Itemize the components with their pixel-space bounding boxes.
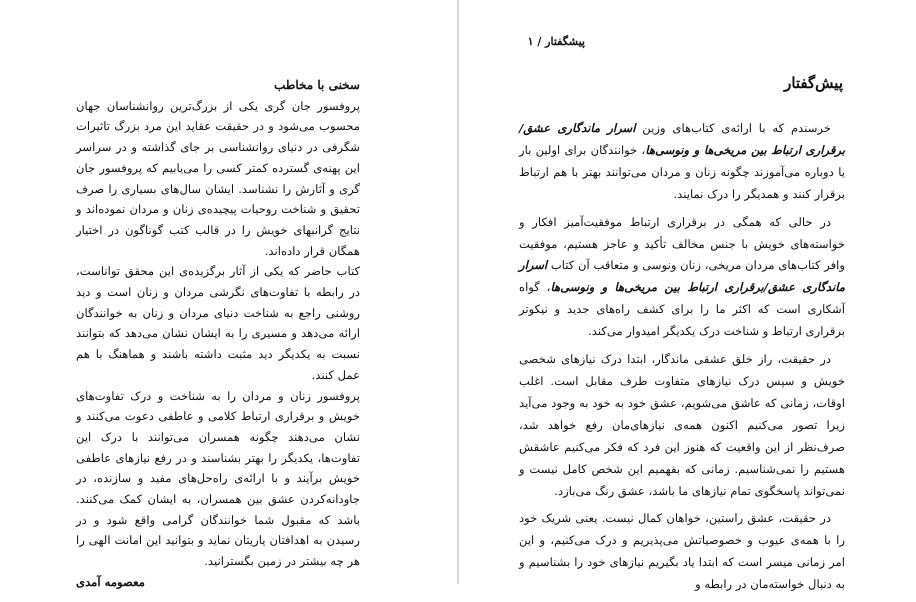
p1-text-a: خرسندم که با ارائه‌ی کتاب‌های وزین [635,121,831,135]
p2-book-title: اسرار ماندگاری عشق/برقراری ارتباط بین مریخی‌ها و ونوسی‌ها [519,258,845,295]
right-page [459,0,916,592]
right-paragraph-1 [519,118,845,206]
page-title: پیش‌گفتار [784,74,843,92]
left-paragraph-3: پروفسور زنان و مردان را به شناخت و درک تفاوت‌های خویش و برقراری ارتباط کلامی و عاطفی دعوت می‌کنند و نشان می‌دهند چگونه همسران می‌توانند با درک این تفاوت‌ها، یکدیگر را بهتر بشناسند و در رفع نیازهای عاطفی خویش برآیند و با ارائه‌ی راه‌حل‌های مفید و سازنده، در جاودانه‌کردن عشق بین همسران، به ایشان کمک می‌کنند. باشد که مقبول شما خوانندگان گرامی واقع شود و در رسیدن به اهدافتان یاریتان نماید و بتوانید این امانت الهی را هر چه بیشتر در زمین بگسترانید. [76,388,360,569]
p1-text-b: ، خوانندگان برای اولین بار یا دوباره می‌آموزند چگونه زنان و مردان می‌توانند بهتر با هم ارتباط برقرار کنند و همدیگر را درک نمایند. [519,142,845,201]
left-page [0,0,457,589]
p2-text-b: ، گواه آشکاری است که اکثر ما را برای کشف راه‌های جدید و نیکوتر برقراری ارتباط و شناخت درک یکدیگر امیدوار می‌کند. [519,280,845,339]
signature: معصومه آمدی [76,574,145,589]
left-paragraph-2: کتاب حاضر که یکی از آثار برگزیده‌ی این محقق توانا‌ست، در رابطه با تفاوت‌های نگرشی مردان و زنان است و دید روشنی راجع به شناخت دنیای مردان و زنان به خوانندگان ارائه می‌دهد و مسیری را به ایشان نشان می‌دهد که بتوانند نسبت به یکدیگر دید مثبت داشته باشند و هماهنگ با هم عمل کنند. [76,264,360,382]
running-head: پیشگفتار / ۱ [527,35,585,48]
right-paragraph-4: در حقیقت، عشق راستین، خواهان کمال نیست. یعنی شریک خود را با همه‌ی عیوب و خصوصیاتش می‌پذیریم و درک می‌کنیم، و این امر زمانی میسر است که ابتدا یاد بگیریم نیازهای خود را بشناسیم و به دنبال خواسته‌مان در رابطه و [519,511,845,592]
p1-book-title: اسرار ماندگاری عشق/برقراری ارتباط بین مریخی‌ها و ونوسی‌ها [519,121,845,157]
left-paragraph-1: پروفسور جان گری یکی از بزرگ‌ترین روانشناسان جهان محسوب می‌شود و در حقیقت عقاید این مرد بزرگ تاثیرات شگرفی در دنیای روانشناسی بر جای گذاشته و در سراسر این پهنه‌ی گسترده کمتر کسی را می‌یابیم که پروفسور جان گری و آثارش را نشناسد. ایشان سال‌های بسیاری را صرف تحقیق و شناخت روحیات پیچیده‌ی زنان و مردان نموده‌اند و نتایج گرانبهای خویش را در قالب کتب گوناگون در اختیار همگان قرار داده‌اند. [76,98,360,258]
left-page-body [76,75,360,593]
right-paragraph-2 [519,212,845,343]
p2-text-a: در حالی که همگی در برقراری ارتباط موفقیت‌آمیز افکار و خواسته‌های خویش با جنس مخالف تأکید و عاجز هستیم، موفقیت وافر کتاب‌های مردان مریخی، زنان ونوسی و متعاقب آن کتاب [519,214,845,273]
right-paragraph-3: در حقیقت، راز خلق عشقی ماندگار، ابتدا درک نیازهای شخصی خویش و سپس درک نیازهای متفاوت طرف مقابل است. اغلب اوقات، زمانی که عاشق می‌شویم، عشق خود به خود به وجود می‌آید زیرا تصور می‌کنیم اکنون همه‌ی نیازهای‌مان رفع خواهد شد، صرف‌نظر از این واقعیت که هنوز این فرد که فکر می‌کنیم عاشقش هستیم را نمی‌شناسیم. زمانی که بفهمیم این شخص کامل نیست و نمی‌تواند پاسخگوی تمام نیازهای ما باشد، عشق رنگ می‌بازد. [519,352,845,498]
left-heading: سخنی با مخاطب [274,78,360,92]
right-page-body [519,118,845,602]
